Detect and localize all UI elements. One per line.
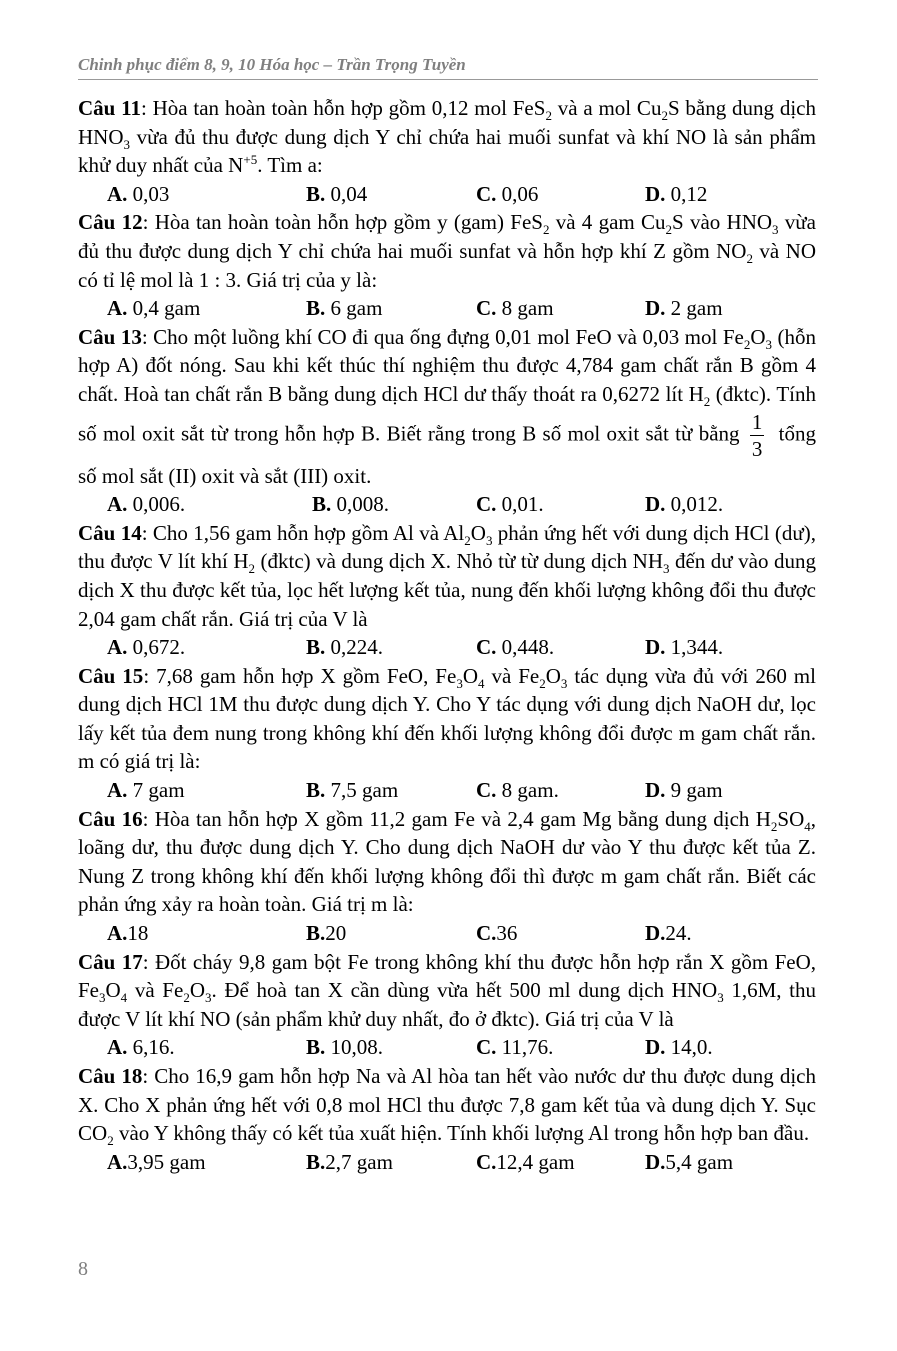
question-text: [78, 1062, 816, 1148]
option-letter: C.: [476, 1035, 497, 1060]
option-text: 8 gam.: [496, 778, 559, 803]
answer-option: [107, 180, 169, 209]
option-text: 12,4 gam: [496, 1149, 575, 1174]
option-text: 0,448.: [496, 635, 555, 660]
subscript: 3: [663, 561, 670, 577]
option-text: 0,06: [496, 181, 539, 206]
answer-options: [78, 633, 816, 662]
option-text: 0,4 gam: [127, 296, 201, 321]
option-text: 1,344.: [665, 635, 724, 660]
subscript: 2: [770, 818, 778, 834]
answer-option: [107, 633, 185, 662]
option-letter: C.: [476, 296, 497, 321]
answer-option: [645, 1148, 733, 1177]
option-letter: A.: [107, 1035, 128, 1060]
subscript: 2: [743, 336, 751, 352]
header-divider: [78, 79, 818, 80]
text-segment: : Cho một luồng khí CO đi qua ống đựng 0,01 mol FeO và 0,03 mol Fe: [141, 324, 744, 349]
option-letter: C.: [476, 921, 497, 946]
answer-option: [645, 919, 692, 948]
text-segment: đến dư vào dung dịch X thu được kết tủa, lọc hết lượng kết tủa, nung đến khối lượng không đổi thu được 2,04 gam chất rắn. Giá trị của V là: [78, 549, 816, 631]
option-text: 0,672.: [127, 635, 186, 660]
text-segment: và Fe: [127, 978, 184, 1003]
subscript: 3: [204, 990, 212, 1006]
subscript: 2: [665, 222, 672, 238]
text-segment: và a mol Cu: [551, 96, 662, 120]
answer-option: [312, 490, 389, 519]
answer-option: [306, 919, 346, 948]
option-letter: C.: [476, 1149, 497, 1174]
subscript: 4: [120, 990, 128, 1006]
option-text: 7,5 gam: [325, 778, 399, 803]
subscript: 3: [123, 136, 130, 152]
subscript: 2: [703, 394, 711, 410]
question-label: Câu 16: [78, 806, 143, 831]
text-segment: SO: [777, 806, 805, 831]
subscript: 2: [107, 1133, 114, 1149]
question-text: [78, 208, 816, 294]
answer-option: [107, 294, 200, 323]
option-text: 6,16.: [127, 1035, 175, 1060]
option-text: 0,03: [127, 181, 170, 206]
answer-options: [78, 294, 816, 323]
subscript: 3: [456, 675, 463, 691]
option-text: 10,08.: [325, 1035, 384, 1060]
question-list: [78, 94, 816, 1176]
answer-option: [476, 919, 517, 948]
option-letter: C.: [476, 181, 497, 206]
option-text: 2 gam: [665, 296, 723, 321]
answer-option: [645, 633, 723, 662]
text-segment: : 7,68 gam hỗn hợp X gồm FeO, Fe: [143, 663, 457, 688]
option-letter: D.: [645, 296, 666, 321]
question-text: [78, 519, 816, 633]
option-letter: B.: [306, 635, 326, 660]
answer-option: [476, 776, 559, 805]
text-segment: vừa đủ thu được dung dịch Y chỉ chứa hai muối sunfat và hỗn hợp khí Z gồm NO: [78, 210, 816, 263]
question-label: Câu 11: [78, 96, 141, 120]
option-letter: B.: [306, 778, 326, 803]
answer-option: [306, 1148, 393, 1177]
text-segment: vào Y không thấy có kết tủa xuất hiện. Tính khối lượng Al trong hỗn hợp ban đầu.: [113, 1121, 810, 1146]
subscript: 4: [804, 818, 811, 834]
text-segment: : Hòa tan hoàn toàn hỗn hợp gồm 0,12 mol FeS: [140, 96, 546, 120]
text-segment: tác dụng vừa đủ với 260 ml dung dịch HCl 1M thu được dung dịch Y. Cho Y tác dụng với dung dịch NaOH dư, lọc lấy kết tủa đem nung trong không khí đến khối lượng không đổi được m gam chất rắn. m có giá trị là:: [78, 663, 816, 774]
option-letter: A.: [107, 778, 128, 803]
text-segment: : Hòa tan hoàn toàn hỗn hợp gồm y (gam) FeS: [142, 210, 543, 235]
subscript: 2: [539, 675, 546, 691]
question-text: [78, 94, 816, 180]
subscript: 3: [765, 336, 773, 352]
question-text: [78, 662, 816, 776]
option-text: 11,76.: [496, 1035, 554, 1060]
answer-option: [645, 180, 707, 209]
text-segment: và NO có tỉ lệ mol là 1 : 3. Giá trị của y là:: [78, 238, 817, 292]
question: [78, 208, 816, 322]
option-letter: C.: [476, 635, 497, 660]
question-text: [78, 323, 816, 490]
answer-option: [107, 919, 148, 948]
subscript: 2: [545, 108, 552, 124]
text-segment: O: [545, 663, 561, 688]
option-letter: A.: [107, 635, 128, 660]
option-letter: C.: [476, 492, 497, 517]
text-segment: tổng số mol sắt (II) oxit và sắt (III) oxit.: [78, 420, 816, 488]
text-segment: (đktc) và dung dịch X. Nhỏ từ từ dung dịch NH: [255, 549, 663, 574]
answer-option: [476, 1148, 575, 1177]
option-text: 36: [496, 921, 518, 946]
option-letter: C.: [476, 778, 497, 803]
text-segment: S bằng dung dịch HNO: [78, 96, 816, 149]
option-letter: B.: [306, 921, 326, 946]
question: [78, 519, 816, 662]
subscript: 3: [717, 990, 724, 1006]
subscript: 2: [746, 251, 753, 267]
answer-option: [645, 1033, 713, 1062]
question-label: Câu 17: [78, 949, 143, 974]
text-segment: : Hòa tan hỗn hợp X gồm 11,2 gam Fe và 2,4 gam Mg bằng dung dịch H: [142, 806, 771, 831]
text-segment: và 4 gam Cu: [549, 210, 666, 235]
answer-options: [78, 1148, 816, 1177]
option-letter: B.: [306, 1035, 326, 1060]
answer-option: [645, 490, 723, 519]
option-letter: D.: [645, 1149, 666, 1174]
text-segment: : Đốt cháy 9,8 gam bột Fe trong không khí thu được hỗn hợp rắn X gồm FeO, Fe: [78, 949, 816, 1003]
subscript: 3: [485, 532, 493, 548]
option-letter: B.: [306, 181, 326, 206]
text-segment: O: [470, 520, 486, 545]
subscript: 4: [477, 675, 485, 691]
text-segment: (đktc). Tính số mol oxit sắt từ trong hỗn hợp B. Biết rằng trong B số mol oxit sắt từ bằng: [78, 381, 816, 445]
text-segment: O: [750, 324, 766, 349]
answer-option: [476, 1033, 553, 1062]
option-letter: A.: [107, 296, 128, 321]
option-text: 8 gam: [496, 296, 554, 321]
question-text: [78, 805, 816, 919]
answer-options: [78, 1033, 816, 1062]
option-text: 7 gam: [127, 778, 185, 803]
answer-options: [78, 490, 816, 519]
option-letter: D.: [645, 921, 666, 946]
question-label: Câu 15: [78, 663, 144, 688]
subscript: 2: [661, 108, 668, 124]
answer-option: [306, 1033, 383, 1062]
option-letter: B.: [312, 492, 332, 517]
option-text: 9 gam: [665, 778, 723, 803]
superscript: +5: [243, 152, 258, 168]
subscript: 2: [248, 561, 255, 577]
option-text: 14,0.: [665, 1035, 713, 1060]
question: [78, 323, 816, 519]
text-segment: O: [105, 978, 121, 1003]
answer-option: [645, 294, 723, 323]
question-label: Câu 14: [78, 520, 142, 545]
text-segment: vừa đủ thu được dung dịch Y chỉ chứa hai muối sunfat và khí NO là sản phẩm khử duy nhất của N: [78, 124, 816, 178]
subscript: 2: [183, 990, 190, 1006]
option-letter: D.: [645, 492, 666, 517]
text-segment: , loãng dư, thu được dung dịch Y. Cho dung dịch NaOH dư vào Y thu được kết tủa Z. Nung Z trong không khí đến khối lượng không đổi thì được m gam chất rắn. Biết các phản ứng xảy ra hoàn toàn. Giá trị m là:: [78, 806, 816, 917]
text-segment: : Cho 1,56 gam hỗn hợp gồm Al và Al: [141, 520, 465, 545]
option-text: 18: [127, 921, 149, 946]
option-text: 20: [325, 921, 347, 946]
option-text: 3,95 gam: [127, 1149, 206, 1174]
option-text: 24.: [665, 921, 692, 946]
answer-option: [107, 776, 185, 805]
question-label: Câu 18: [78, 1064, 143, 1088]
answer-option: [107, 490, 185, 519]
running-header: Chinh phục điểm 8, 9, 10 Hóa học – Trần Trọng Tuyền: [78, 55, 466, 74]
question: [78, 94, 816, 208]
option-letter: D.: [645, 1035, 666, 1060]
question: [78, 662, 816, 805]
fraction: [750, 409, 765, 462]
question-label: Câu 13: [78, 324, 142, 349]
question: [78, 805, 816, 948]
question: [78, 948, 816, 1062]
option-text: 0,04: [325, 181, 368, 206]
option-text: 0,224.: [325, 635, 384, 660]
answer-option: [645, 776, 723, 805]
text-segment: : Cho 16,9 gam hỗn hợp Na và Al hòa tan hết vào nước dư thu được dung dịch X. Cho X phản ứng hết với 0,8 mol HCl thu được 7,8 gam kết tủa và dung dịch Y. Sục CO: [78, 1064, 816, 1146]
subscript: 3: [772, 222, 779, 238]
question: [78, 1062, 816, 1176]
option-text: 0,006.: [127, 492, 186, 517]
answer-option: [476, 294, 554, 323]
subscript: 3: [99, 990, 106, 1006]
option-letter: A.: [107, 1149, 128, 1174]
option-letter: A.: [107, 492, 128, 517]
denominator: 3: [751, 436, 763, 461]
text-segment: O: [189, 978, 205, 1003]
option-text: 6 gam: [325, 296, 383, 321]
text-segment: (hỗn hợp A) đốt nóng. Sau khi kết thúc thí nghiệm thu được 4,784 gam chất rắn B gồm 4 chất. Hoà tan chất rắn B bằng dung dịch HCl dư thấy thoát ra 0,6272 lít H: [78, 324, 816, 406]
answer-option: [107, 1148, 206, 1177]
text-segment: . Để hoà tan X cần dùng vừa hết 500 ml dung dịch HNO: [211, 978, 718, 1003]
question-text: [78, 948, 816, 1034]
option-letter: D.: [645, 635, 666, 660]
answer-option: [306, 180, 367, 209]
text-segment: O: [462, 663, 478, 688]
option-text: 2,7 gam: [325, 1149, 393, 1174]
option-letter: D.: [645, 778, 666, 803]
answer-option: [476, 633, 554, 662]
option-text: 0,012.: [665, 492, 724, 517]
option-letter: D.: [645, 181, 666, 206]
page-number: 8: [78, 1258, 88, 1280]
text-segment: . Tìm a:: [257, 153, 323, 178]
option-letter: B.: [306, 1149, 326, 1174]
answer-option: [107, 1033, 175, 1062]
answer-option: [306, 633, 383, 662]
answer-options: [78, 919, 816, 948]
option-text: 5,4 gam: [665, 1149, 734, 1174]
option-text: 0,01.: [496, 492, 544, 517]
option-text: 0,12: [665, 181, 708, 206]
option-letter: A.: [107, 921, 128, 946]
text-segment: S vào HNO: [672, 210, 773, 235]
numerator: 1: [751, 409, 763, 434]
option-letter: B.: [306, 296, 326, 321]
subscript: 2: [542, 222, 550, 238]
subscript: 3: [560, 675, 568, 691]
text-segment: phản ứng hết với dung dịch HCl (dư), thu được V lít khí H: [78, 520, 816, 574]
option-text: 0,008.: [331, 492, 390, 517]
answer-options: [78, 776, 816, 805]
text-segment: và Fe: [484, 663, 540, 688]
answer-options: [78, 180, 816, 209]
answer-option: [476, 180, 538, 209]
answer-option: [306, 294, 382, 323]
option-letter: A.: [107, 181, 128, 206]
answer-option: [306, 776, 398, 805]
text-segment: 1,6M, thu được V lít khí NO (sản phẩm khử duy nhất, đo ở đktc). Giá trị của V là: [78, 978, 817, 1031]
question-label: Câu 12: [78, 210, 143, 235]
subscript: 2: [464, 532, 471, 548]
answer-option: [476, 490, 544, 519]
